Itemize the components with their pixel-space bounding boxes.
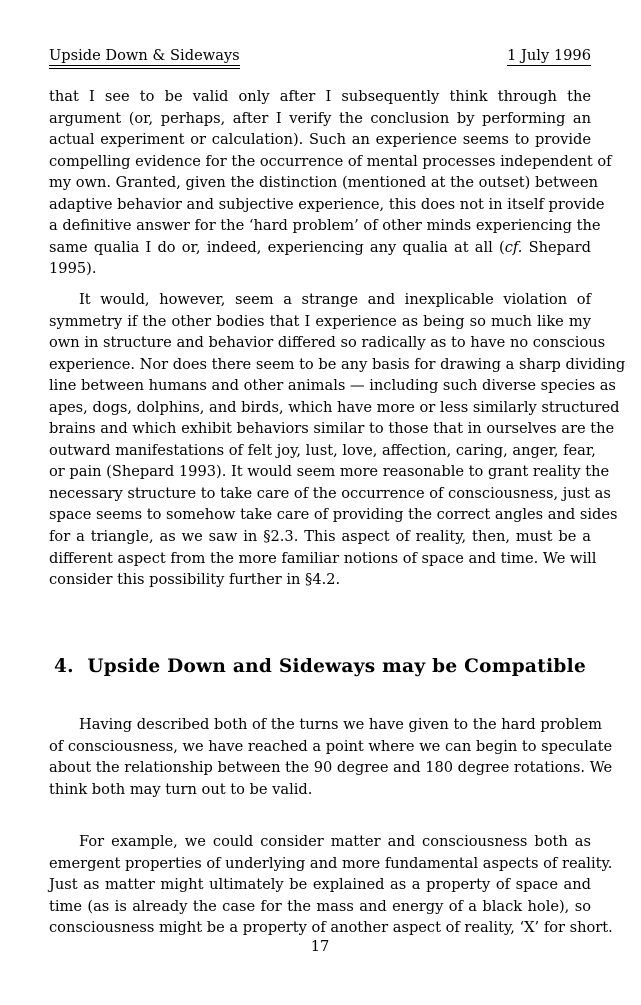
text-line: a definitive answer for the ‘hard problem’ of other minds experiencing the [49,217,601,235]
paragraph-2 [49,289,626,591]
citation-author: Shepard [522,238,591,256]
text-line: space seems to somehow take care of providing the correct angles and sides [49,506,618,524]
paragraph-1 [49,86,612,280]
text-line: 1995). [49,260,97,278]
section-heading [49,656,591,677]
text-line: For example, we could consider matter and consciousness both as [79,833,591,850]
text-line: think both may turn out to be valid. [49,780,313,798]
text-line: time (as is already the case for the mass and energy of a black hole), so [49,897,591,915]
text-line: consider this possibility further in §4.2. [49,571,341,589]
text-segment: same qualia I do or, indeed, experiencing any qualia at all ( [49,238,505,256]
section-number: 4. [53,656,74,677]
text-line: line between humans and other animals — including such diverse species as [49,377,616,395]
page-number: 17 [310,938,330,955]
text-line: emergent properties of underlying and more fundamental aspects of reality. [49,854,613,872]
text-line: It would, however, seem a strange and inexplicable violation of [79,291,591,308]
text-line: of consciousness, we have reached a point where we can begin to speculate [49,737,613,755]
text-line: that I see to be valid only after I subsequently think through the [49,88,591,105]
text-line: apes, dogs, dolphins, and birds, which have more or less similarly structured [49,398,620,416]
text-line: adaptive behavior and subjective experience, this does not in itself provide [49,195,605,213]
paragraph-4 [49,831,613,939]
text-line: symmetry if the other bodies that I experience as being so much like my [49,312,591,330]
text-line: necessary structure to take care of the occurrence of consciousness, just as [49,484,611,502]
text-line-with-citation [49,237,591,259]
running-header-date: 1 July 1996 [507,47,591,64]
text-line: Having described both of the turns we have given to the hard problem [79,716,602,733]
section-title: Upside Down and Sideways may be Compatible [87,656,587,677]
text-line: different aspect from the more familiar notions of space and time. We will [49,549,597,567]
text-line: actual experiment or calculation). Such an experience seems to provide [49,131,591,149]
text-line: my own. Granted, given the distinction (mentioned at the outset) between [49,174,598,192]
cf-abbreviation: cf. [504,238,523,256]
text-line: outward manifestations of felt joy, lust, love, affection, caring, anger, fear, [49,441,596,459]
text-line: experience. Nor does there seem to be any basis for drawing a sharp dividing [49,355,626,373]
text-line: argument (or, perhaps, after I verify the conclusion by performing an [49,109,591,127]
text-line: own in structure and behavior differed so radically as to have no conscious [49,334,606,352]
paragraph-3 [49,714,613,800]
text-line: brains and which exhibit behaviors similar to those that in ourselves are the [49,420,615,438]
text-line: compelling evidence for the occurrence of mental processes independent of [49,152,612,170]
running-header-title: Upside Down & Sideways [49,47,240,64]
running-header [49,47,591,69]
text-line: about the relationship between the 90 degree and 180 degree rotations. We [49,759,613,777]
text-line: consciousness might be a property of another aspect of reality, ‘X’ for short. [49,919,613,937]
text-line: for a triangle, as we saw in §2.3. This aspect of reality, then, must be a [49,528,591,546]
text-line: Just as matter might ultimately be explained as a property of space and [49,876,591,894]
text-line: or pain (Shepard 1993). It would seem more reasonable to grant reality the [49,463,610,481]
